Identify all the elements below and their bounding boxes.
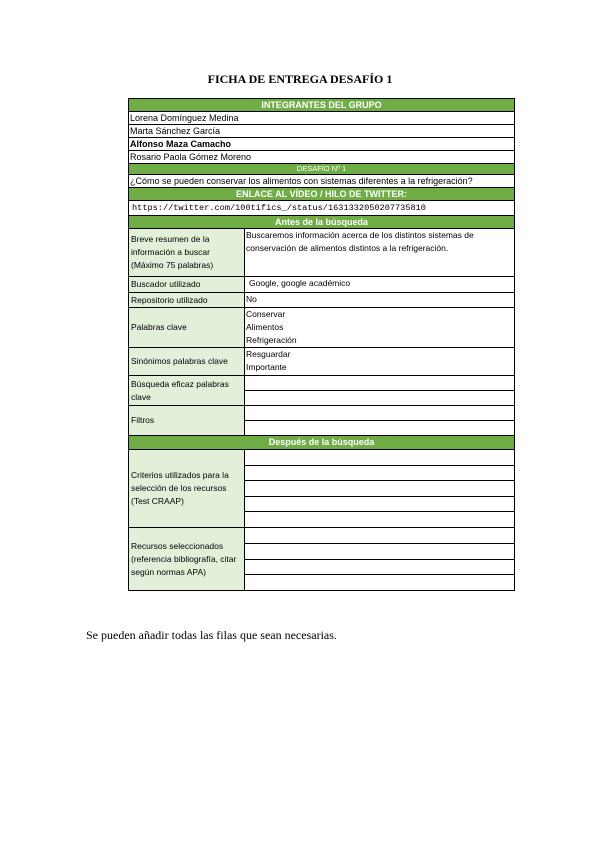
after-header: Después de la búsqueda — [129, 436, 514, 449]
member-row — [129, 137, 514, 150]
repository-row — [129, 292, 514, 307]
resources-label: Recursos seleccionados (referencia bibliografía, citar según normas APA) — [129, 528, 245, 590]
member-name: Rosario Paola Gómez Moreno — [130, 152, 252, 162]
repository-label: Repositorio utilizado — [129, 293, 245, 307]
criteria-value-cells — [245, 450, 514, 527]
empty-cell — [245, 390, 514, 405]
member-row — [129, 111, 514, 124]
criteria-row — [129, 449, 514, 527]
filters-value-cells — [245, 406, 514, 435]
page-title: FICHA DE ENTREGA DESAFÍO 1 — [207, 72, 393, 86]
summary-row — [129, 228, 514, 276]
keywords-label: Palabras clave — [129, 308, 245, 347]
empty-cell — [245, 528, 514, 543]
keywords-value — [245, 308, 514, 347]
synonyms-value — [245, 348, 514, 375]
engine-row — [129, 276, 514, 292]
challenge-header: DESAFÍO Nº 1 — [129, 164, 514, 174]
challenge-question: ¿Cómo se pueden conservar los alimentos con sistemas diferentes a la refrigeración? — [130, 176, 473, 186]
empty-cell — [245, 406, 514, 420]
after-header-row — [129, 435, 514, 449]
member-name: Lorena Domínguez Medina — [130, 113, 239, 123]
challenge-question-row — [129, 174, 514, 187]
search-label: Búsqueda eficaz palabras clave — [129, 376, 245, 405]
search-value-cells — [245, 376, 514, 405]
member-row — [129, 124, 514, 137]
video-link[interactable]: https://twitter.com/100tifics_/status/1631332050207735810 — [132, 203, 426, 213]
summary-value: Buscaremos información acerca de los distintos sistemas de conservación de alimentos distintos a la refrigeración. — [246, 230, 474, 253]
challenge-header-row — [129, 163, 514, 174]
search-row — [129, 375, 514, 405]
criteria-label: Criterios utilizados para la selección de los recursos (Test CRAAP) — [129, 450, 245, 527]
synonym: Importante — [246, 362, 287, 372]
video-link-row — [129, 200, 514, 215]
resources-row — [129, 527, 514, 590]
before-header: Antes de la búsqueda — [129, 216, 514, 228]
engine-value: Google, google académico — [249, 278, 351, 288]
empty-cell — [245, 480, 514, 496]
empty-cell — [245, 574, 514, 590]
keyword: Refrigeración — [246, 335, 297, 345]
synonyms-row — [129, 347, 514, 375]
empty-cell — [245, 420, 514, 435]
member-name: Alfonso Maza Camacho — [130, 139, 232, 149]
keyword: Conservar — [246, 309, 286, 319]
filters-label: Filtros — [129, 406, 245, 435]
group-header: INTEGRANTES DEL GRUPO — [129, 99, 514, 111]
synonym: Resguardar — [246, 349, 291, 359]
empty-cell — [245, 465, 514, 481]
resources-value-cells — [245, 528, 514, 590]
member-name: Marta Sánchez García — [130, 126, 221, 136]
empty-cell — [245, 511, 514, 527]
empty-cell — [245, 496, 514, 512]
empty-cell — [245, 450, 514, 465]
keywords-row — [129, 307, 514, 347]
repository-value: No — [246, 294, 257, 304]
empty-cell — [245, 559, 514, 575]
empty-cell — [245, 543, 514, 559]
delivery-form-table — [128, 98, 515, 591]
video-header-row — [129, 187, 514, 200]
video-header: ENLACE AL VÍDEO / HILO DE TWITTER: — [129, 188, 514, 200]
summary-label: Breve resumen de la información a buscar (Máximo 75 palabras) — [129, 229, 245, 276]
empty-cell — [245, 376, 514, 390]
member-row — [129, 150, 514, 163]
keyword: Alimentos — [246, 322, 284, 332]
group-header-row — [129, 99, 514, 111]
engine-label: Buscador utilizado — [129, 277, 245, 292]
filters-row — [129, 405, 514, 435]
synonyms-label: Sinónimos palabras clave — [129, 348, 245, 375]
before-header-row — [129, 215, 514, 228]
footnote: Se pueden añadir todas las filas que sean necesarias. — [86, 628, 337, 642]
